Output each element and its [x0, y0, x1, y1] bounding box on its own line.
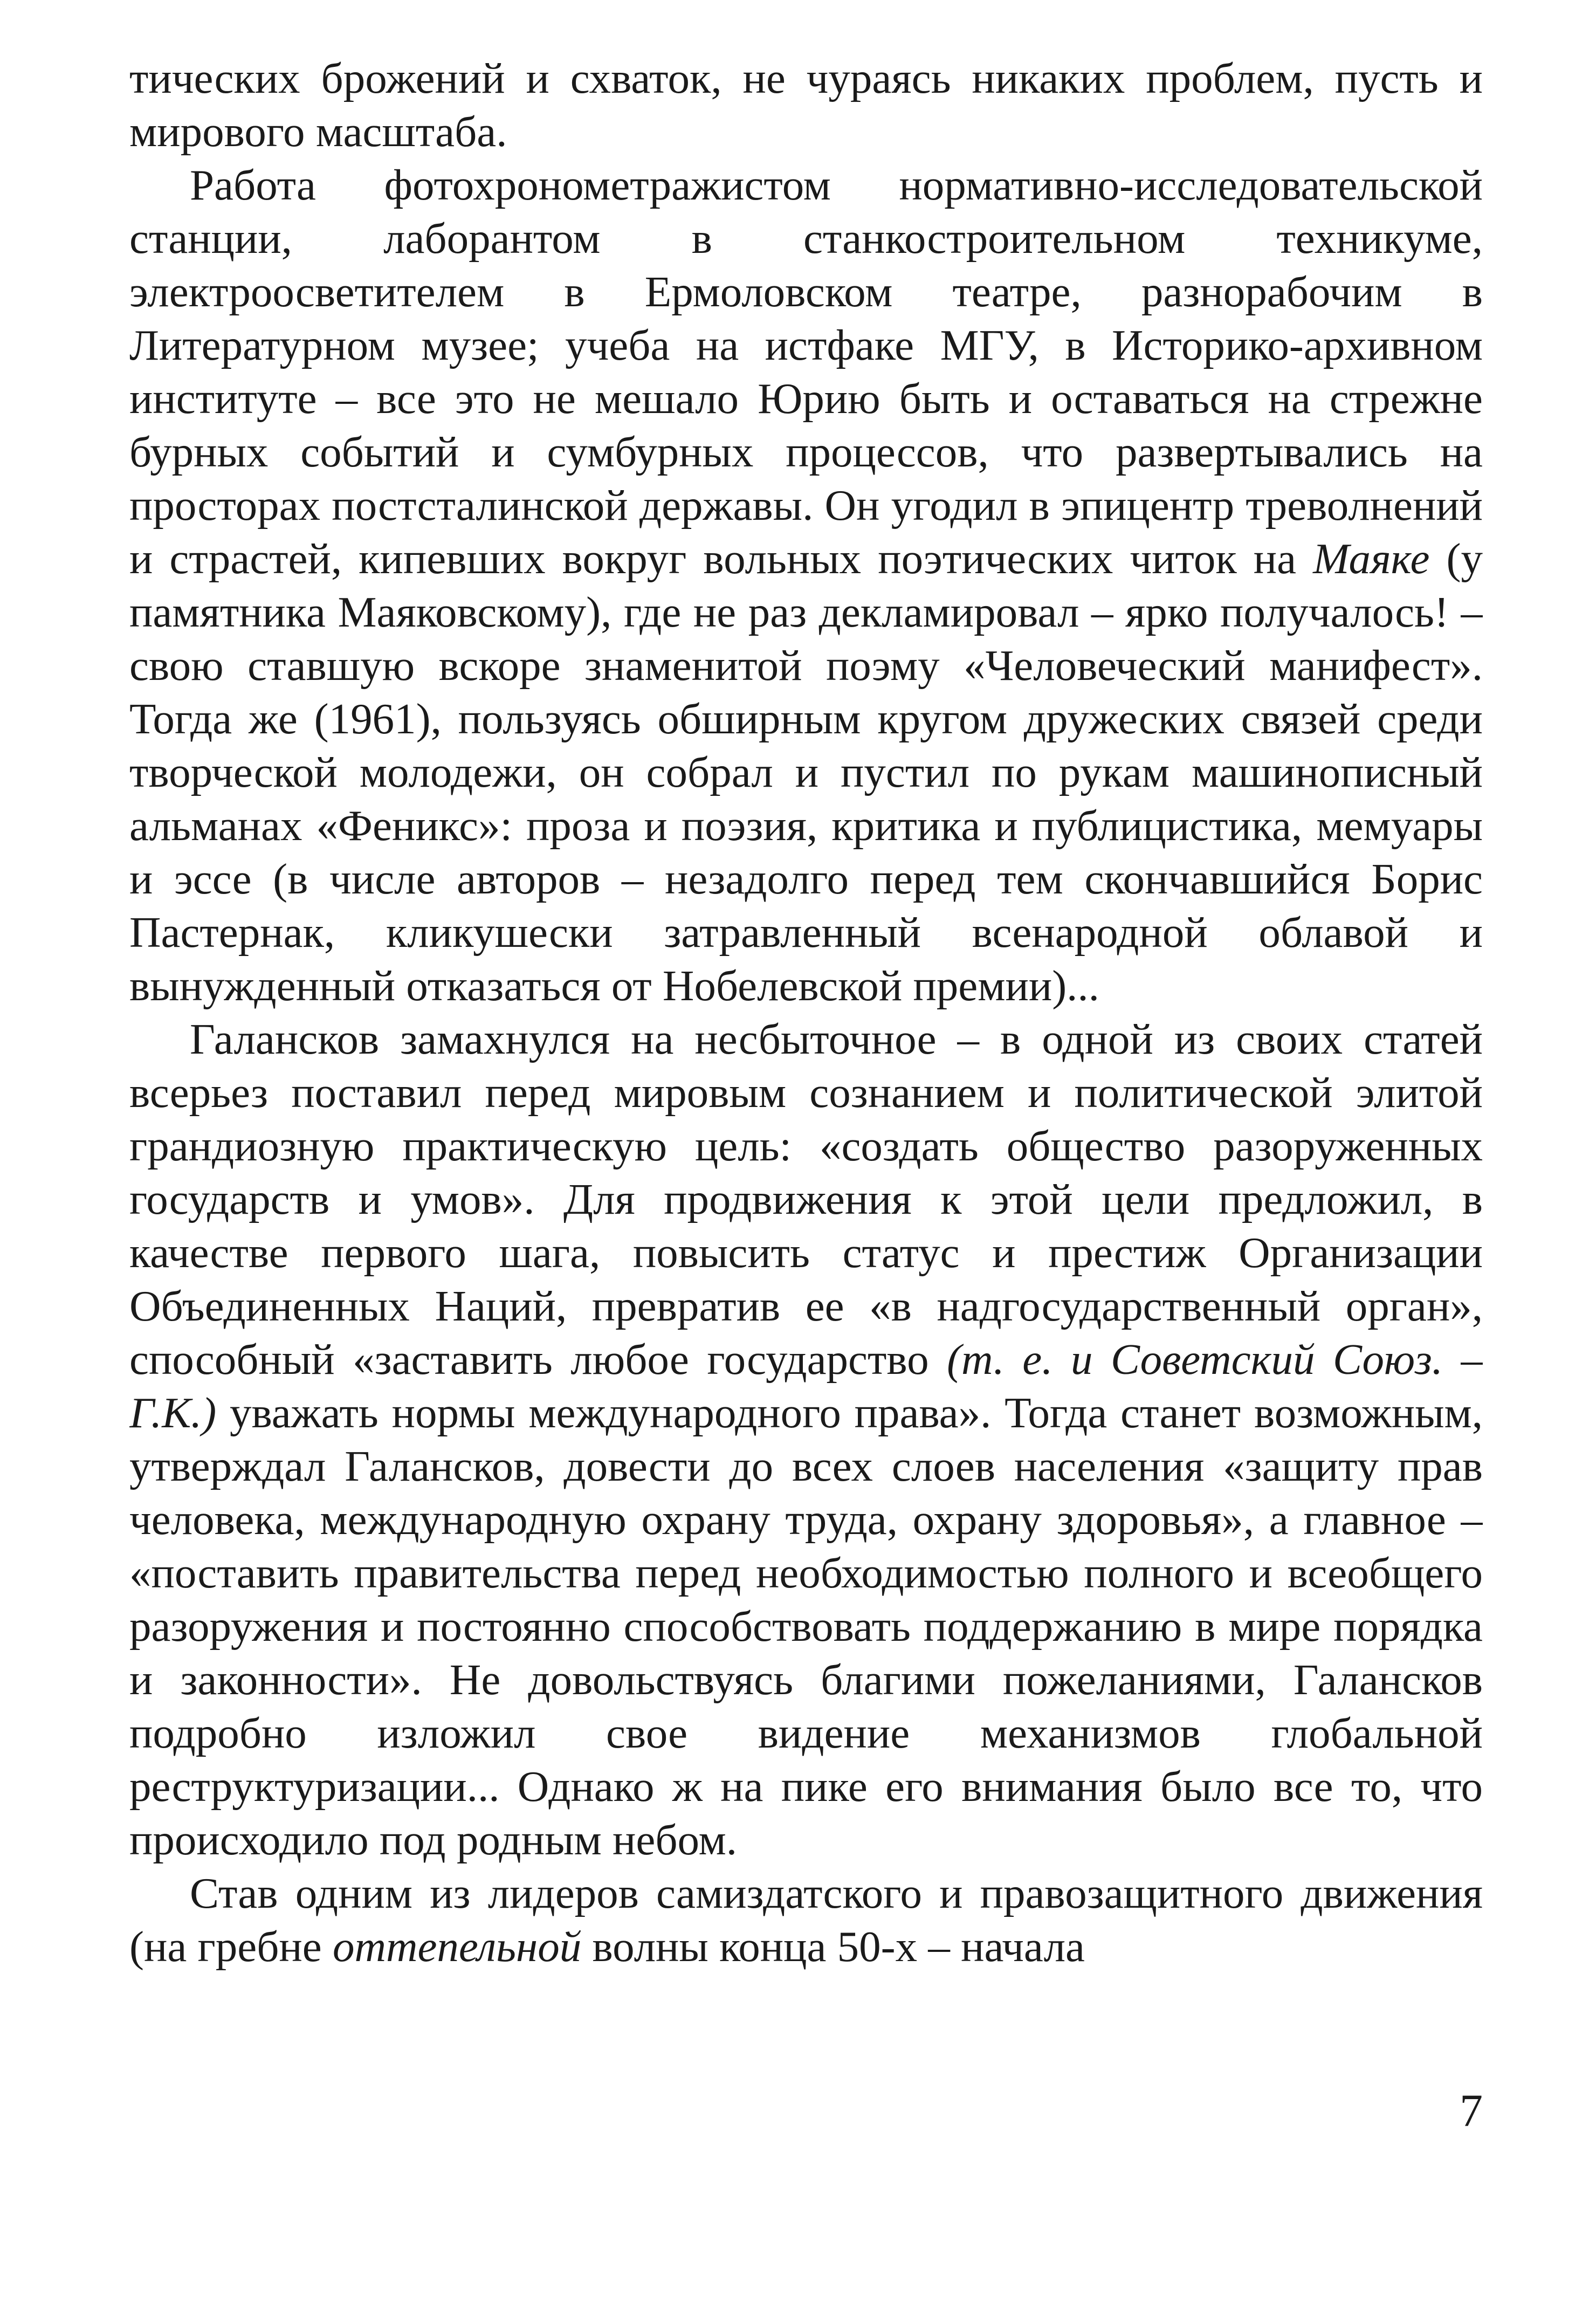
text-run: Работа фотохронометражистом нормативно-исследовательской станции, лаборантом в станкостроительном техникуме, электроосветителем в Ермоловском театре, разнорабочим в Литературном музее; учеба на истфаке МГУ, в Историко-архивном институте – все это не мешало Юрию быть и оставаться на стрежне бурных событий и сумбурных процессов, что развертывались на просторах постсталинской державы. Он угодил в эпицентр треволнений и страстей, кипевших вокруг вольных поэтических читок на: [129, 161, 1483, 583]
paragraph-2: [129, 159, 1483, 1013]
paragraph-1: [129, 52, 1483, 159]
text-run: уважать нормы международного права». Тогда станет возможным, утверждал Галансков, довести до всех слоев населения «защиту прав человека, международную охрану труда, охрану здоровья», а главное – «поставить правительства перед необходимостью полного и всеобщего разоружения и постоянно способствовать поддержанию в мире порядка и законности». Не довольствуясь благими пожеланиями, Галансков подробно изложил свое видение механизмов глобальной реструктуризации... Однако ж на пике его внимания было все то, что происходило под родным небом.: [129, 1388, 1483, 1864]
text-run: волны конца 50-х – начала: [581, 1922, 1085, 1971]
paragraph-3: [129, 1013, 1483, 1867]
italic-text-run: оттепельной: [332, 1922, 582, 1971]
text-run: Галансков замахнулся на несбыточное – в одной из своих статей всерьез поставил перед мировым сознанием и политической элитой грандиозную практическую цель: «создать общество разоруженных государств и умов». Для продвижения к этой цели предложил, в качестве первого шага, повысить статус и престиж Организации Объединенных Наций, превратив ее «в надгосударственный орган», способный «заставить любое государство: [129, 1015, 1483, 1384]
text-run: тических брожений и схваток, не чураясь никаких проблем, пусть и мирового масштаба.: [129, 54, 1483, 156]
text-run: (у памятника Маяковскому), где не раз декламировал – ярко получалось! – свою ставшую вскоре знаменитой поэму «Человеческий манифест». Тогда же (1961), пользуясь обширным кругом дружеских связей среди творческой молодежи, он собрал и пустил по рукам машинописный альманах «Феникс»: проза и поэзия, критика и публицистика, мемуары и эссе (в числе авторов – незадолго перед тем скончавшийся Борис Пастернак, кликушески затравленный всенародной облавой и вынужденный отказаться от Нобелевской премии)...: [129, 534, 1483, 1010]
italic-text-run: Маяке: [1313, 534, 1430, 583]
text-run: Став одним из лидеров самиздатского и правозащитного движения (на гребне: [129, 1869, 1483, 1971]
italic-text-run: (т. е. и Советский Союз. – Г.К.): [129, 1335, 1483, 1437]
paragraph-4: [129, 1867, 1483, 1973]
page-text: [129, 52, 1483, 2198]
page-number: 7: [1460, 2085, 1483, 2136]
